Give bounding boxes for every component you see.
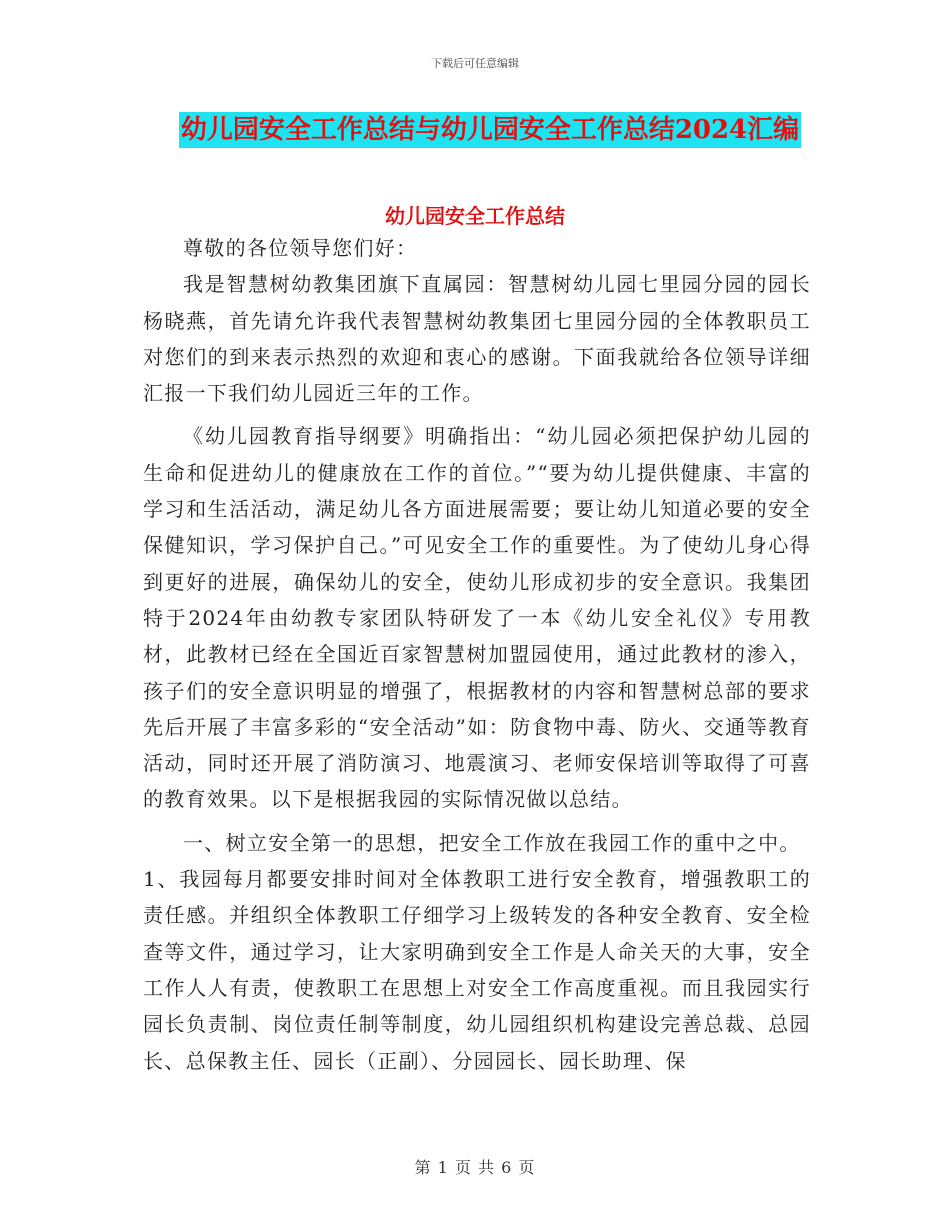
section-one-heading: 一、树立安全第一的思想，把安全工作放在我园工作的重中之中。 [183, 830, 801, 855]
intro-paragraph: 我是智慧树幼教集团旗下直属园：智慧树幼儿园七里园分园的园长杨晓燕，首先请允许我代表智慧树幼教集团七里园分园的全体教职员工对您们的到来表示热烈的欢迎和衷心的感谢。下面我就给各位领导详细汇报一下我们幼儿园近三年的工作。 [143, 272, 811, 406]
document-title: 幼儿园安全工作总结与幼儿园安全工作总结2024汇编 [179, 112, 801, 148]
document-body [143, 230, 811, 1079]
paragraph-gap [143, 818, 811, 825]
guideline-paragraph: 《幼儿园教育指导纲要》明确指出：“幼儿园必须把保护幼儿园的生命和促进幼儿的健康放在工作的首位。”“要为幼儿提供健康、丰富的学习和生活活动，满足幼儿各方面进展需要；要让幼儿知道必要的安全保健知识，学习保护自己。”可见安全工作的重要性。为了使幼儿身心得到更好的进展，确保幼儿的安全，使幼儿形成初步的安全意识。我集团特于2024年由幼教专家团队特研发了一本《幼儿安全礼仪》专用教材，此教材已经在全国近百家智慧树加盟园使用，通过此教材的渗入，孩子们的安全意识明显的增强了，根据教材的内容和智慧树总部的要求先后开展了丰富多彩的“安全活动”如：防食物中毒、防火、交通等教育活动，同时还开展了消防演习、地震演习、老师安保培训等取得了可喜的教育效果。以下是根据我园的实际情况做以总结。 [143, 424, 811, 812]
page-number-footer: 第 1 页 共 6 页 [414, 1158, 536, 1177]
page-header-note: 下载后可任意编辑 [431, 57, 519, 70]
item-one-paragraph: 1、我园每月都要安排时间对全体教职工进行安全教育，增强教职工的责任感。并组织全体教职工仔细学习上级转发的各种安全教育、安全检查等文件，通过学习，让大家明确到安全工作是人命关天的大事，安全工作人人有责，使教职工在思想上对安全工作高度重视。而且我园实行园长负责制、岗位责任制等制度，幼儿园组织机构建设完善总裁、总园长、总保教主任、园长（正副）、分园园长、园长助理、保 [143, 867, 811, 1073]
section-title: 幼儿园安全工作总结 [385, 204, 565, 228]
paragraph-gap [143, 411, 811, 418]
document-title-container [0, 112, 950, 148]
greeting-paragraph: 尊敬的各位领导您们好： [183, 236, 418, 260]
